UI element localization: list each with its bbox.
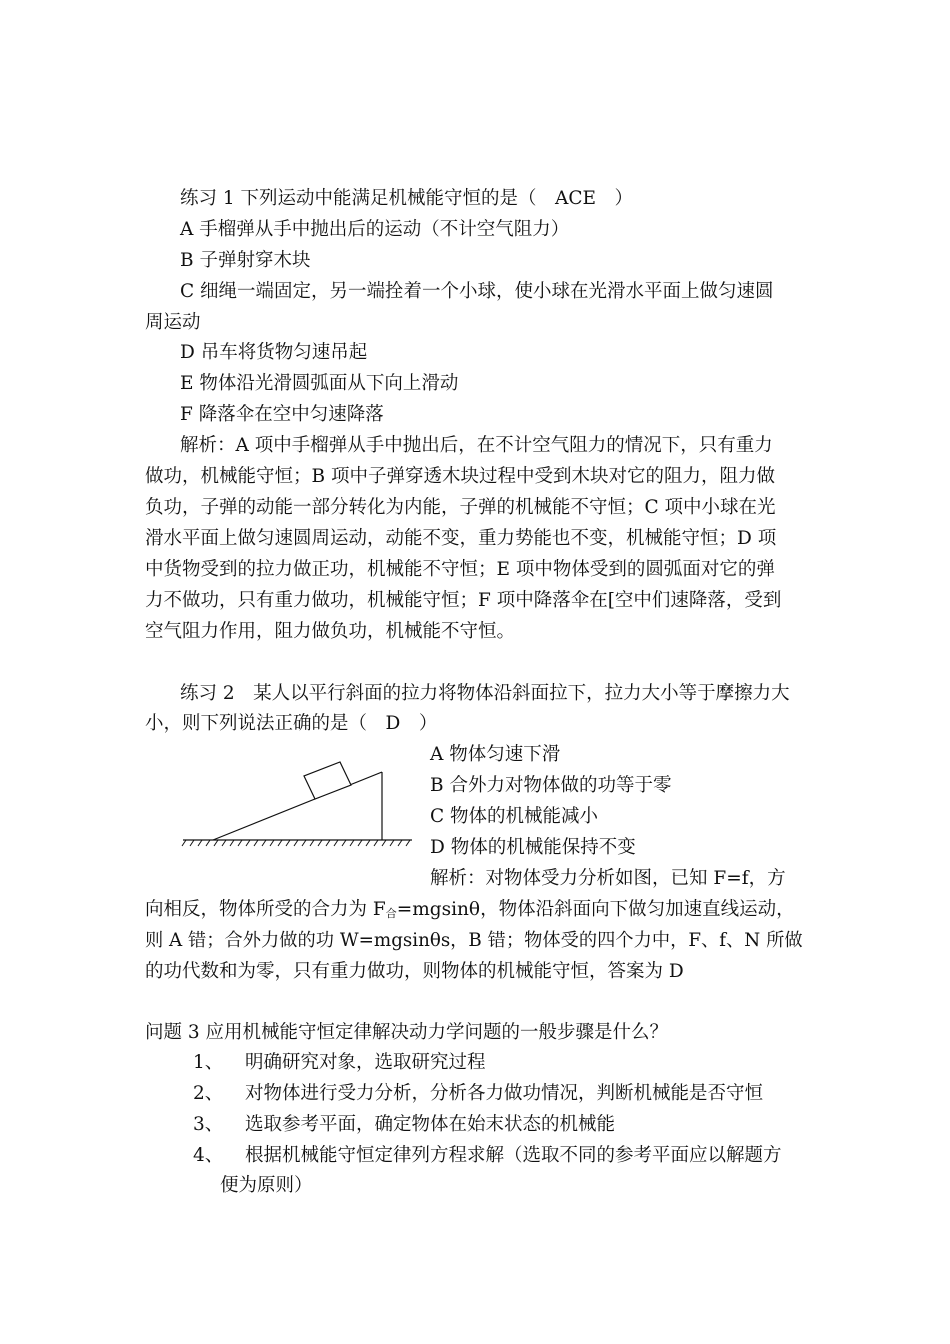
step-text: 明确研究对象，选取研究过程 <box>245 1052 486 1073</box>
ex2-analysis-line4: 的功代数和为零，只有重力做功，则物体的机械能守恒，答案为 D <box>145 961 684 982</box>
ex1-analysis-line: 滑水平面上做匀速圆周运动，动能不变，重力势能也不变，机械能守恒；D 项 <box>145 528 777 549</box>
ex1-analysis-line: 解析：A 项中手榴弹从手中抛出后，在不计空气阻力的情况下，只有重力 <box>180 435 773 456</box>
q3-step <box>193 1113 615 1137</box>
step-text: 对物体进行受力分析，分析各力做功情况，判断机械能是否守恒 <box>245 1083 764 1104</box>
ex1-analysis-line: 负功，子弹的动能一部分转化为内能，子弹的机械能不守恒；C 项中小球在光 <box>145 497 776 518</box>
ex2-option-d: D 物体的机械能保持不变 <box>430 837 636 858</box>
ex1-analysis-line: 力不做功，只有重力做功，机械能守恒；F 项中降落伞在[空中们速降落，受到 <box>145 590 782 611</box>
ex1-option-c: C 细绳一端固定，另一端拴着一个小球，使小球在光滑水平面上做匀速圆 <box>180 281 774 302</box>
ground-hatching <box>182 840 410 846</box>
q3-step <box>193 1082 763 1106</box>
ex1-option-d: D 吊车将货物匀速吊起 <box>180 342 368 363</box>
q3-step <box>193 1051 486 1075</box>
ex1-option-e: E 物体沿光滑圆弧面从下向上滑动 <box>180 373 459 394</box>
ex2-question-line1: 练习 2 某人以平行斜面的拉力将物体沿斜面拉下，拉力大小等于摩擦力大 <box>180 683 790 704</box>
step-number: 1、 <box>193 1052 224 1073</box>
q3-step <box>193 1144 782 1168</box>
step-number: 2、 <box>193 1083 224 1104</box>
ex1-analysis-line: 中货物受到的拉力做正功，机械能不守恒；E 项中物体受到的圆弧面对它的弹 <box>145 559 775 580</box>
ex2-option-b: B 合外力对物体做的功等于零 <box>430 775 672 796</box>
ex1-analysis-line: 做功，机械能守恒；B 项中子弹穿透木块过程中受到木块对它的阻力，阻力做 <box>145 466 775 487</box>
step-number: 3、 <box>193 1114 224 1135</box>
ex1-question: 练习 1 下列运动中能满足机械能守恒的是（ ACE ） <box>180 188 634 209</box>
ex1-option-f: F 降落伞在空中匀速降落 <box>180 404 384 425</box>
incline-slope <box>213 772 382 840</box>
ex2-analysis-line3: 则 A 错；合外力做的功 W=mgsinθs，B 错；物体受的四个力中，F、f、N 所做 <box>145 930 803 951</box>
ex2-question-line2: 小，则下列说法正确的是（ D ） <box>145 713 438 734</box>
ex2-analysis-line2-post: =mgsinθ，物体沿斜面向下做匀加速直线运动， <box>396 899 795 920</box>
ex1-option-b: B 子弹射穿木块 <box>180 250 311 271</box>
q3-title: 问题 3 应用机械能守恒定律解决动力学问题的一般步骤是什么？ <box>145 1022 669 1043</box>
ex2-analysis-line2-pre: 向相反，物体所受的合力为 F <box>145 899 386 920</box>
ex1-analysis-line: 空气阻力作用，阻力做负功，机械能不守恒。 <box>145 621 516 642</box>
step-text: 根据机械能守恒定律列方程求解（选取不同的参考平面应以解题方 <box>245 1145 782 1166</box>
ex2-analysis-line2 <box>145 898 795 922</box>
subscript-he: 合 <box>385 907 397 920</box>
ex2-option-c: C 物体的机械能减小 <box>430 806 599 827</box>
ex1-option-a: A 手榴弹从手中抛出后的运动（不计空气阻力） <box>180 219 570 240</box>
ex1-option-c-cont: 周运动 <box>145 312 201 333</box>
step-text: 选取参考平面，确定物体在始末状态的机械能 <box>245 1114 616 1135</box>
block-on-incline <box>304 762 351 799</box>
q3-step4-cont: 便为原则） <box>220 1175 313 1196</box>
ex2-analysis-line1: 解析：对物体受力分析如图，已知 F=f，方 <box>430 868 786 889</box>
ex2-option-a: A 物体匀速下滑 <box>430 744 561 765</box>
incline-diagram <box>180 760 415 850</box>
step-number: 4、 <box>193 1145 224 1166</box>
